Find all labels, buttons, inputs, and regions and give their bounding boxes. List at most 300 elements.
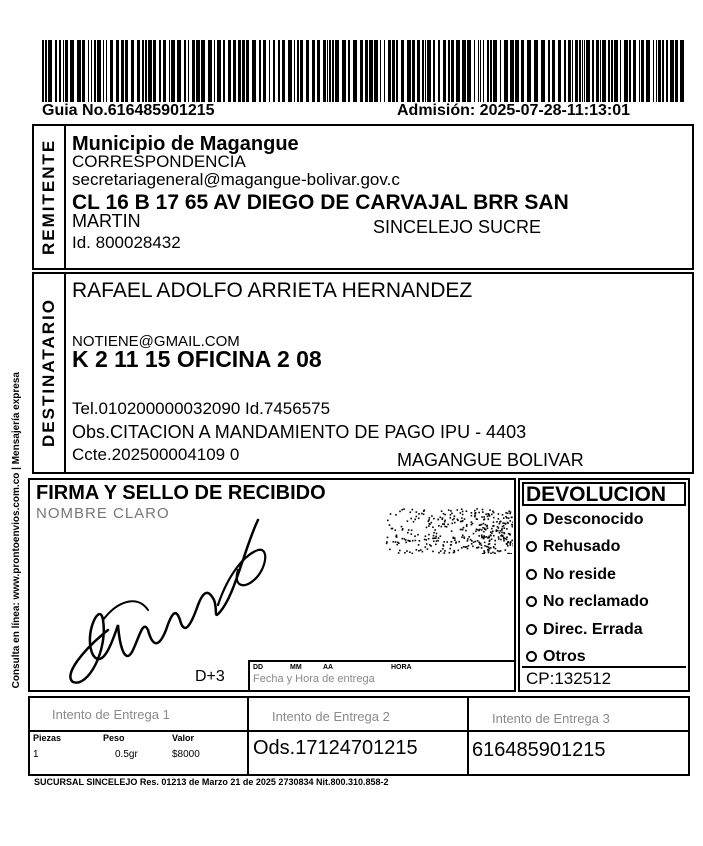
stamp-dot — [435, 536, 437, 538]
stamp-dot — [428, 519, 430, 521]
stamp-dot — [387, 537, 389, 539]
stamp-dot — [435, 544, 437, 546]
barcode-bar — [88, 40, 89, 102]
stamp-dot — [446, 541, 448, 543]
barcode-bar — [493, 40, 497, 102]
intento-1: Intento de Entrega 1 — [52, 707, 170, 722]
barcode-bar — [564, 40, 566, 102]
stamp-dot — [405, 539, 407, 541]
barcode-bar — [568, 40, 571, 102]
stamp-dot — [492, 525, 494, 527]
stamp-dot — [495, 548, 497, 550]
guia-number-bottom: 616485901215 — [472, 739, 606, 761]
stamp-dot — [431, 522, 433, 524]
stamp-dot — [443, 541, 445, 543]
destinatario-label: DESTINATARIO — [39, 298, 58, 448]
stamp-dot — [416, 549, 418, 551]
stamp-dot — [498, 513, 500, 515]
barcode-bar — [641, 40, 644, 102]
barcode-bar — [273, 40, 275, 102]
stamp-dot — [454, 537, 456, 539]
stamp-dot — [499, 521, 501, 523]
stamp-dot — [428, 538, 430, 540]
barcode-bar — [575, 40, 578, 102]
stamp-dot — [501, 532, 503, 534]
barcode-bar — [666, 40, 668, 102]
barcode-bar — [433, 40, 435, 102]
cp-code: CP:132512 — [526, 669, 612, 688]
stamp-dot — [481, 536, 483, 538]
stamp-dot — [493, 547, 495, 549]
stamp-dot — [427, 548, 429, 550]
barcode-bar — [608, 40, 610, 102]
stamp-dot — [513, 545, 514, 547]
stamp-dot — [486, 536, 488, 538]
stamp-dot — [426, 527, 428, 529]
stamp-dot — [492, 552, 494, 554]
barcode-bar — [214, 40, 215, 102]
stamp-dot — [467, 538, 469, 540]
barcode-bar — [306, 40, 309, 102]
radio-circle-icon — [526, 596, 537, 607]
stamp-dot — [438, 552, 440, 554]
stamp-dot — [432, 526, 434, 528]
barcode-bar — [451, 40, 454, 102]
stamp-dot — [418, 513, 420, 515]
remitente-name: Municipio de Magangue — [72, 133, 299, 155]
barcode-bar — [184, 40, 186, 102]
barcode-bar — [125, 40, 128, 102]
stamp-dot — [457, 509, 459, 511]
barcode-bar — [55, 40, 57, 102]
hora-label: HORA — [391, 664, 412, 671]
barcode-bar — [288, 40, 292, 102]
barcode-bar — [384, 40, 385, 102]
stamp-dot — [438, 537, 440, 539]
stamp-dot — [425, 539, 427, 541]
devolucion-option[interactable]: Direc. Errada — [526, 622, 643, 638]
barcode-bar — [348, 40, 350, 102]
stamp-dot — [448, 509, 450, 511]
stamp-dot — [491, 528, 493, 530]
stamp-dot — [452, 537, 454, 539]
stamp-dot — [471, 512, 473, 514]
stamp-dot — [460, 529, 462, 531]
stamp-dot — [502, 514, 504, 516]
stamp-dot — [395, 541, 397, 543]
stamp-dot — [466, 510, 468, 512]
remitente-city: SINCELEJO SUCRE — [373, 217, 542, 237]
stamp-dot — [497, 530, 499, 532]
stamp-dot — [426, 543, 428, 545]
stamp-dot — [458, 541, 460, 543]
stamp-dot — [433, 535, 435, 537]
barcode-bar — [658, 40, 661, 102]
barcode-bar — [137, 40, 140, 102]
stamp-dot — [490, 531, 492, 533]
stamp-dot — [409, 540, 411, 542]
stamp-dot — [479, 543, 481, 545]
barcode-bar — [121, 40, 124, 102]
barcode-bar — [327, 40, 328, 102]
bottom-vdivider-2 — [467, 696, 469, 776]
barcode-bar — [103, 40, 104, 102]
stamp-dot — [462, 511, 464, 513]
barcode-bar — [278, 40, 280, 102]
stamp-dot — [463, 546, 465, 548]
barcode-bar — [208, 40, 212, 102]
barcode-bar — [63, 40, 64, 102]
stamp-dot — [429, 544, 431, 546]
barcode-bar — [487, 40, 489, 102]
stamp-dot — [466, 525, 468, 527]
barcode-bar — [169, 40, 170, 102]
barcode-bar — [217, 40, 221, 102]
remitente-email: secretariageneral@magangue-bolivar.gov.c — [72, 170, 400, 189]
stamp-dot — [418, 544, 420, 546]
stamp-dot — [386, 543, 388, 545]
stamp-dot — [481, 529, 483, 531]
stamp-dot — [494, 540, 496, 542]
stamp-dot — [442, 548, 444, 550]
stamp-dot — [498, 536, 500, 538]
barcode-bar — [392, 40, 395, 102]
stamp-dot — [467, 548, 469, 550]
stamp-dot — [508, 511, 510, 513]
stamp-dot — [449, 548, 451, 550]
destinatario-email: NOTIENE@GMAIL.COM — [72, 333, 240, 350]
barcode-bar — [317, 40, 320, 102]
stamp-dot — [431, 515, 433, 517]
barcode-bar — [223, 40, 225, 102]
piezas-value: 1 — [33, 749, 39, 760]
valor-label: Valor — [172, 733, 195, 743]
stamp-dot — [505, 512, 507, 514]
stamp-dot — [468, 536, 470, 538]
stamp-dot — [460, 512, 462, 514]
devolucion-option[interactable]: Desconocido — [526, 512, 643, 528]
stamp-dot — [481, 547, 483, 549]
stamp-dot — [512, 543, 513, 545]
stamp-dot — [471, 543, 473, 545]
stamp-dot — [509, 553, 511, 554]
stamp-dot — [461, 536, 463, 538]
stamp-dot — [406, 550, 408, 552]
destinatario-city: MAGANGUE BOLIVAR — [397, 450, 584, 470]
stamp-dot — [507, 553, 509, 554]
barcode-bar — [448, 40, 450, 102]
devolucion-option[interactable]: No reside — [526, 567, 616, 583]
stamp-dot — [499, 551, 501, 553]
barcode-bar — [592, 40, 594, 102]
barcode-bar — [142, 40, 144, 102]
barcode-bar — [252, 40, 256, 102]
barcode-bar — [131, 40, 134, 102]
stamp-dot — [486, 525, 488, 527]
devolucion-option[interactable]: Otros — [526, 649, 586, 665]
barcode-bar — [611, 40, 613, 102]
stamp-dot — [410, 512, 412, 514]
barcode-bar — [584, 40, 585, 102]
stamp-dot — [484, 545, 486, 547]
stamp-dot — [451, 513, 453, 515]
barcode-bar — [474, 40, 475, 102]
stamp-dot — [450, 514, 452, 516]
stamp-dot — [487, 516, 489, 518]
side-text: Consulta en línea: www.prontoenvios.com.co | Mensajería expresa — [11, 371, 22, 689]
stamp-dot — [489, 548, 491, 550]
stamp-dot — [389, 549, 391, 551]
stamp-dot — [401, 509, 403, 511]
stamp-dot — [506, 539, 508, 541]
stamp-dot — [407, 532, 409, 534]
stamp-dot — [464, 518, 466, 520]
barcode-bar — [59, 40, 61, 102]
stamp-dot — [398, 552, 400, 554]
remitente-label: REMITENTE — [39, 138, 58, 256]
stamp-dot — [429, 523, 431, 525]
stamp-dot — [483, 538, 485, 540]
stamp-dot — [486, 546, 488, 548]
stamp-dot — [484, 542, 486, 544]
barcode-bar — [510, 40, 514, 102]
barcode-bar — [614, 40, 618, 102]
barcode-bar — [106, 40, 107, 102]
stamp-dot — [473, 533, 475, 535]
barcode-bar — [624, 40, 628, 102]
stamp-dot — [389, 524, 391, 526]
barcode-bar — [478, 40, 479, 102]
barcode-bar — [401, 40, 404, 102]
stamp-dot — [433, 541, 435, 543]
stamp-dot — [471, 521, 473, 523]
stamp-dot — [481, 534, 483, 536]
stamp-dot — [498, 538, 500, 540]
stamp-dot — [511, 553, 513, 554]
stamp-dot — [507, 522, 509, 524]
stamp-dot — [443, 523, 445, 525]
stamp-dot — [485, 524, 487, 526]
stamp-dot — [414, 519, 416, 521]
barcode-bar — [602, 40, 606, 102]
barcode-bar — [353, 40, 357, 102]
stamp-dot — [396, 535, 398, 537]
stamp-dot — [461, 508, 463, 510]
stamp-dot — [429, 517, 431, 519]
barcode-bar — [438, 40, 440, 102]
barcode-bar — [521, 40, 524, 102]
barcode-bar — [527, 40, 531, 102]
barcode-bar — [380, 40, 381, 102]
stamp-dot — [482, 553, 484, 554]
stamp-dot — [453, 550, 455, 552]
stamp-dot — [449, 552, 451, 554]
barcode-bar — [360, 40, 363, 102]
stamp-dot — [434, 529, 436, 531]
dd-label: DD — [253, 664, 264, 671]
stamp-dot — [404, 538, 406, 540]
radio-circle-icon — [526, 514, 537, 525]
stamp-dot — [444, 520, 446, 522]
barcode-bar — [282, 40, 285, 102]
barcode-bar — [42, 40, 44, 102]
stamp-dot — [494, 544, 496, 546]
devolucion-title: DEVOLUCION — [526, 483, 667, 506]
stamp-dot — [401, 526, 403, 528]
stamp-dot — [473, 541, 475, 543]
mm-label: MM — [290, 664, 302, 671]
stamp-dot — [493, 535, 495, 537]
stamp-dot — [442, 523, 444, 525]
stamp-dot — [457, 519, 459, 521]
stamp-dot — [442, 544, 444, 546]
stamp-dot — [451, 530, 453, 532]
stamp-dot — [433, 518, 435, 520]
stamp-dot — [416, 516, 418, 518]
barcode-bar — [417, 40, 420, 102]
stamp-dot — [395, 514, 397, 516]
stamp-dot — [493, 517, 495, 519]
stamp-dot — [487, 537, 489, 539]
stamp-dot — [476, 518, 478, 520]
piezas-label: Piezas — [33, 733, 62, 743]
stamp-dot — [454, 515, 456, 517]
barcode-bar — [422, 40, 424, 102]
barcode-bar — [500, 40, 501, 102]
stamp-dot — [490, 553, 492, 554]
stamp-dot — [490, 535, 492, 537]
barcode-bar — [515, 40, 519, 102]
barcode-bar — [294, 40, 295, 102]
stamp-dot — [402, 538, 404, 540]
stamp-dot — [497, 550, 499, 552]
stamp-dot — [454, 522, 456, 524]
stamp-dot — [488, 550, 490, 552]
stamp-dot — [438, 519, 440, 521]
nombre-claro-label: NOMBRE CLARO — [36, 505, 170, 522]
stamp-dot — [437, 540, 439, 542]
barcode-bar — [153, 40, 156, 102]
barcode-bar — [653, 40, 654, 102]
stamp-dot — [483, 516, 485, 518]
stamp-dot — [409, 551, 411, 553]
stamp-dot — [441, 526, 443, 528]
stamp-dot — [461, 521, 463, 523]
stamp-dot — [440, 550, 442, 552]
barcode-bar — [467, 40, 471, 102]
bottom-divider — [28, 730, 690, 732]
stamp-dot — [493, 521, 495, 523]
barcode-bar — [462, 40, 466, 102]
stamp-dot — [461, 547, 463, 549]
stamp-dot — [436, 540, 438, 542]
barcode-bar — [504, 40, 508, 102]
barcode-bar — [97, 40, 101, 102]
stamp-dot — [393, 541, 395, 543]
destinatario-ccte: Ccte.202500004109 0 — [72, 445, 240, 464]
stamp-dot — [483, 523, 485, 525]
barcode-bar — [656, 40, 657, 102]
fecha-hora-label: Fecha y Hora de entrega — [253, 673, 375, 685]
stamp-dot — [482, 527, 484, 529]
stamp-dot — [489, 540, 491, 542]
stamp-dot — [424, 539, 426, 541]
barcode-bar — [548, 40, 550, 102]
intento-2: Intento de Entrega 2 — [272, 709, 390, 724]
stamp-dot — [416, 511, 418, 513]
stamp-dot — [386, 541, 388, 543]
stamp-dot — [496, 531, 498, 533]
stamp-dot — [506, 536, 508, 538]
stamp-dot — [500, 539, 502, 541]
stamp-dot — [411, 530, 413, 532]
stamp-dot — [481, 516, 483, 518]
stamp-dot — [484, 536, 486, 538]
devolucion-option[interactable]: Rehusado — [526, 539, 620, 555]
stamp-dot — [450, 541, 452, 543]
remitente-address: CL 16 B 17 65 AV DIEGO DE CARVAJAL BRR SAN — [72, 191, 569, 214]
barcode-bar — [490, 40, 492, 102]
barcode-bar — [365, 40, 368, 102]
stamp-dot — [454, 539, 456, 541]
remitente-address-2: MARTIN — [72, 211, 141, 231]
stamp-dot — [492, 511, 494, 513]
barcode-bar — [633, 40, 636, 102]
barcode-bar — [91, 40, 92, 102]
radio-circle-icon — [526, 541, 537, 552]
barcode-bar — [159, 40, 161, 102]
stamp-dot — [398, 542, 400, 544]
stamp-dot — [499, 523, 501, 525]
stamp-dot — [500, 530, 502, 532]
stamp-dot — [450, 517, 452, 519]
stamp-dot — [499, 532, 501, 534]
stamp-dot — [441, 519, 443, 521]
stamp-dot — [463, 527, 465, 529]
barcode-bar — [259, 40, 261, 102]
stamp-dot — [481, 524, 483, 526]
stamp-dot — [444, 552, 446, 554]
barcode-bar — [675, 40, 678, 102]
stamp-dot — [455, 542, 457, 544]
radio-circle-icon — [526, 569, 537, 580]
barcode-bar — [412, 40, 415, 102]
stamp-dot — [465, 530, 467, 532]
stamp-dot — [496, 521, 498, 523]
stamp-dot — [502, 522, 504, 524]
stamp-dot — [412, 553, 414, 554]
stamp-dot — [418, 518, 420, 520]
stamp-dot — [441, 510, 443, 512]
bottom-vdivider-1 — [247, 696, 249, 776]
stamp-dot — [443, 513, 445, 515]
barcode-bar — [177, 40, 181, 102]
barcode-bar — [572, 40, 573, 102]
barcode — [40, 40, 690, 102]
stamp-dot — [484, 552, 486, 554]
stamp-dot — [428, 525, 430, 527]
stamp-dot — [471, 524, 473, 526]
stamp-dot — [502, 526, 504, 528]
remitente-dept: CORRESPONDENCIA — [72, 152, 246, 171]
stamp-dot — [509, 513, 511, 515]
stamp-dot — [418, 550, 420, 552]
barcode-bar — [558, 40, 561, 102]
stamp-dot — [498, 527, 500, 529]
barcode-bar — [629, 40, 631, 102]
devolucion-option[interactable]: No reclamado — [526, 594, 649, 610]
stamp-dot — [482, 511, 484, 513]
